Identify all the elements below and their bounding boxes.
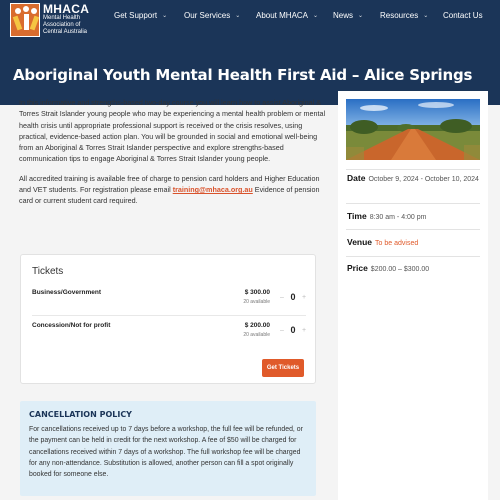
increase-button[interactable]: + — [301, 293, 307, 301]
logo-icon — [10, 3, 40, 37]
chevron-down-icon: ⌄ — [235, 13, 241, 19]
quantity-stepper — [278, 325, 308, 335]
decrease-button[interactable]: – — [280, 326, 284, 334]
policy-heading: CANCELLATION POLICY — [29, 410, 132, 419]
time-value: 8:30 am - 4:00 pm — [369, 214, 427, 221]
ticket-name: Concession/Not for profit — [32, 322, 111, 329]
venue-value: To be advised — [375, 240, 419, 247]
registration-paragraph — [19, 173, 329, 207]
nav-label: Get Support — [114, 11, 158, 20]
nav-item-about[interactable] — [256, 11, 333, 20]
quantity-stepper — [278, 292, 308, 302]
event-sidebar — [338, 91, 488, 500]
ticket-name: Business/Government — [32, 289, 101, 296]
description-paragraph: In this informative and strengths-based two-day course you will learn how to assist Aboriginal & Torres Strait Islander young people who may be experiencing a mental health problem or mental health crisis until appropriate professional support is received or the crisis resolves, using practical, evidence-based action plan. You will be grounded in social and emotional well-being from an Aboriginal & Torres Strait Islander perspective and explore strengths-based communication tips to engage Aboriginal & Torres Strait Islander young people. — [19, 98, 326, 164]
nav-item-our-services[interactable] — [184, 11, 256, 20]
policy-text: For cancellations received up to 7 days before a workshop, the full fee will be refunded, or the payment can be held in credit for the next workshop. A fee of $50 will be charged for cancellations received within 7 days of a workshop. The full workshop fee will be charged for any non-attendance. Substitution is allowed, another person can fill a spot originally booked for someone else. — [29, 426, 303, 479]
ticket-price: $ 300.00 — [244, 289, 270, 296]
event-venue — [347, 236, 481, 250]
tickets-heading: Tickets — [32, 266, 64, 277]
sidebar-divider — [346, 169, 480, 170]
evidence-text: Evidence of pension card or current student card required. — [19, 185, 320, 206]
nav-label: Our Services — [184, 11, 231, 20]
quantity-input[interactable]: 0 — [290, 325, 296, 335]
site-header — [0, 0, 500, 105]
chevron-down-icon: ⌄ — [313, 13, 319, 19]
email-link[interactable]: training@mhaca.org.au — [172, 185, 253, 195]
registration-text: All accredited training is available free of charge to pension card holders and Higher Education and VET students. For registration please email — [19, 173, 320, 195]
nav-label: Contact Us — [443, 11, 483, 20]
nav-label: About MHACA — [256, 11, 309, 20]
sidebar-divider — [346, 229, 480, 230]
main-nav — [114, 11, 483, 20]
brand-name: MHACA — [43, 2, 90, 16]
nav-label: Resources — [380, 11, 419, 20]
get-tickets-button[interactable]: Get Tickets — [262, 359, 304, 377]
chevron-down-icon: ⌄ — [423, 13, 429, 19]
brand-subtitle-1: Mental Health — [43, 15, 81, 21]
time-label: Time — [347, 211, 367, 221]
venue-label: Venue — [347, 237, 373, 247]
nav-label: News — [333, 11, 354, 20]
sidebar-divider — [346, 203, 480, 204]
nav-item-get-support[interactable] — [114, 11, 184, 20]
date-value: October 9, 2024 - October 10, 2024 — [368, 176, 479, 183]
ticket-availability: 20 available — [243, 299, 270, 305]
outback-road-image — [346, 99, 480, 160]
event-price — [347, 262, 481, 276]
price-value: $200.00 – $300.00 — [370, 266, 430, 273]
site-logo[interactable] — [10, 3, 100, 40]
logo-text — [43, 3, 89, 36]
date-label: Date — [347, 173, 366, 183]
tickets-panel — [20, 254, 316, 384]
ticket-availability: 20 available — [243, 332, 270, 338]
increase-button[interactable]: + — [301, 326, 307, 334]
brand-subtitle-3: Central Australia — [43, 29, 88, 35]
nav-item-news[interactable] — [333, 11, 380, 20]
chevron-down-icon: ⌄ — [358, 13, 364, 19]
sidebar-divider — [346, 256, 480, 257]
page-title: Aboriginal Youth Mental Health First Aid – Alice Springs — [13, 66, 473, 84]
ticket-price: $ 200.00 — [244, 322, 270, 329]
quantity-input[interactable]: 0 — [290, 292, 296, 302]
nav-item-resources[interactable] — [380, 11, 443, 20]
decrease-button[interactable]: – — [280, 293, 284, 301]
row-divider — [32, 315, 306, 316]
cancellation-policy — [20, 401, 316, 496]
event-date — [347, 172, 481, 186]
event-time — [347, 210, 481, 224]
chevron-down-icon: ⌄ — [162, 13, 168, 19]
event-description — [19, 97, 329, 215]
nav-item-contact[interactable] — [443, 11, 483, 20]
price-label: Price — [347, 263, 368, 273]
brand-subtitle-2: Association of — [43, 22, 81, 28]
ticket-row-concession — [21, 322, 317, 352]
